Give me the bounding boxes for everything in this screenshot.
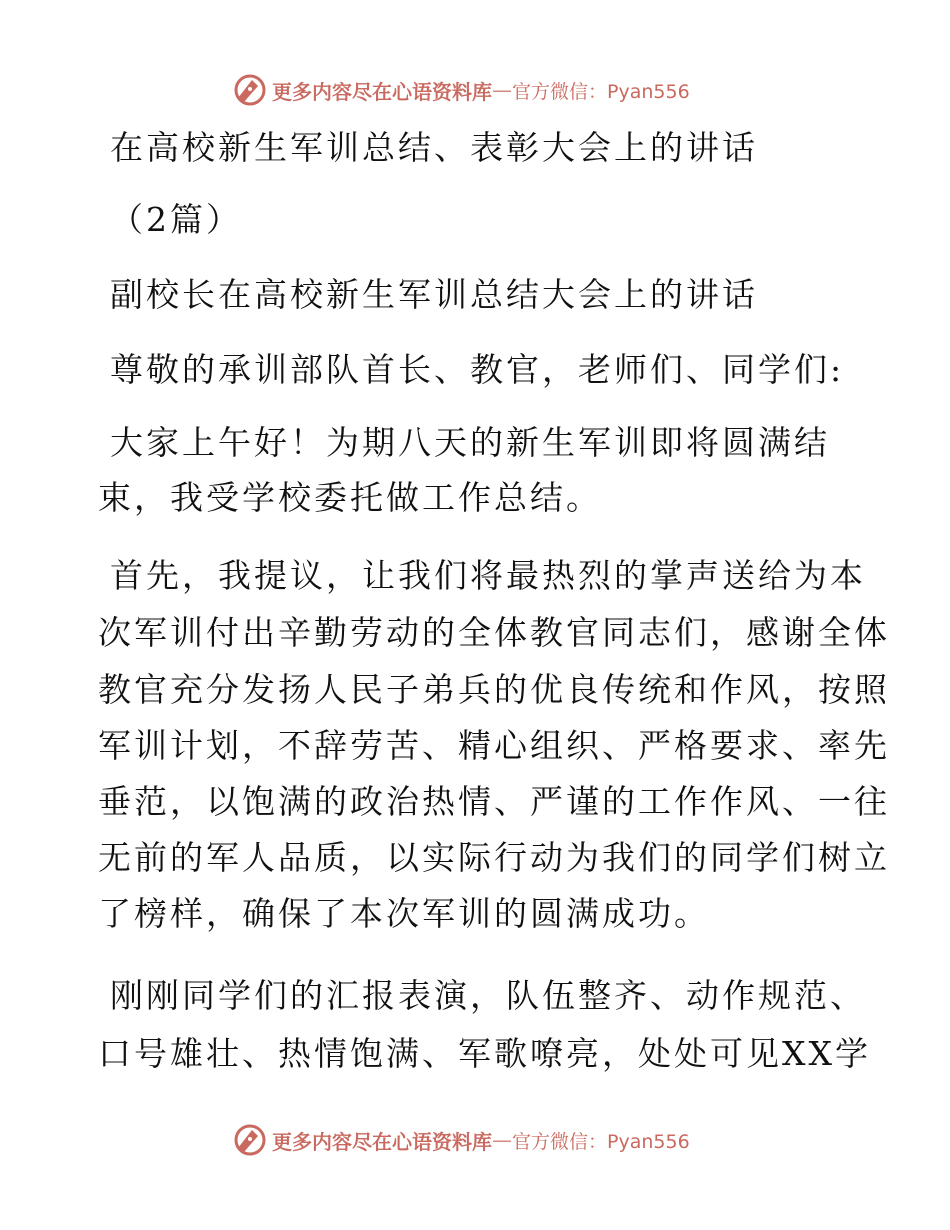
watermark-separator: — bbox=[492, 1128, 512, 1152]
header-watermark bbox=[232, 70, 690, 110]
paragraph1-line: 束，我受学校委托做工作总结。 bbox=[98, 478, 602, 517]
document-subtitle: （2篇） bbox=[110, 200, 242, 239]
document-title: 在高校新生军训总结、表彰大会上的讲话 bbox=[110, 128, 758, 167]
paragraph3-line: 刚刚同学们的汇报表演，队伍整齐、动作规范、 bbox=[110, 976, 866, 1015]
paragraph2-line: 垂范，以饱满的政治热情、严谨的工作作风、一往 bbox=[98, 782, 890, 821]
pen-nib-circle-icon bbox=[232, 72, 268, 108]
watermark-separator: — bbox=[492, 78, 512, 102]
pen-nib-circle-icon bbox=[232, 1122, 268, 1158]
paragraph2-line: 无前的军人品质，以实际行动为我们的同学们树立 bbox=[98, 838, 890, 877]
speech-title: 副校长在高校新生军训总结大会上的讲话 bbox=[110, 275, 758, 314]
watermark-brand-text: 更多内容尽在心语资料库 bbox=[272, 79, 492, 104]
paragraph1-line: 大家上午好！为期八天的新生军训即将圆满结 bbox=[110, 423, 830, 462]
footer-watermark bbox=[232, 1120, 690, 1160]
paragraph2-line: 首先，我提议，让我们将最热烈的掌声送给为本 bbox=[110, 556, 866, 595]
watermark-contact-text: 官方微信：Pyan556 bbox=[512, 80, 690, 103]
paragraph2-line: 军训计划，不辞劳苦、精心组织、严格要求、率先 bbox=[98, 726, 890, 765]
watermark-brand-text: 更多内容尽在心语资料库 bbox=[272, 1129, 492, 1154]
paragraph2-line: 了榜样，确保了本次军训的圆满成功。 bbox=[98, 894, 710, 933]
watermark-contact-text: 官方微信：Pyan556 bbox=[512, 1130, 690, 1153]
paragraph3-line: 口号雄壮、热情饱满、军歌嘹亮，处处可见XX学 bbox=[98, 1034, 871, 1073]
salutation: 尊敬的承训部队首长、教官，老师们、同学们: bbox=[110, 350, 845, 389]
paragraph2-line: 教官充分发扬人民子弟兵的优良传统和作风，按照 bbox=[98, 670, 890, 709]
paragraph2-line: 次军训付出辛勤劳动的全体教官同志们，感谢全体 bbox=[98, 613, 890, 652]
